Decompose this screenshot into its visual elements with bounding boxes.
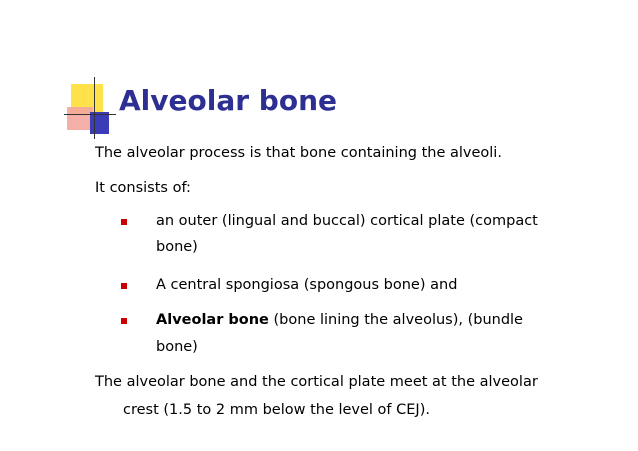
bullet-1-line-2: bone): [156, 239, 198, 255]
logo-vertical-line: [94, 77, 95, 139]
slide-title: Alveolar bone: [119, 84, 337, 117]
red-square-bullet-icon: [121, 283, 127, 289]
bullet-1-line-1: an outer (lingual and buccal) cortical plate (compact: [156, 213, 538, 229]
alveolar-bone-term: Alveolar bone: [156, 312, 269, 328]
consists-text: It consists of:: [95, 180, 191, 196]
bullet-3-line-1: [156, 311, 523, 329]
red-square-bullet-icon: [121, 219, 127, 225]
logo-blue-square: [90, 112, 109, 134]
closing-line-2: crest (1.5 to 2 mm below the level of CEJ).: [123, 402, 430, 418]
bullet-3-line-2: bone): [156, 339, 198, 355]
intro-text: The alveolar process is that bone containing the alveoli.: [95, 145, 502, 161]
logo-horizontal-line: [64, 114, 116, 115]
bullet-2-line-1: A central spongiosa (spongous bone) and: [156, 277, 458, 293]
red-square-bullet-icon: [121, 318, 127, 324]
closing-line-1: The alveolar bone and the cortical plate meet at the alveolar: [95, 374, 538, 390]
overlapping-squares-logo-icon: [0, 0, 130, 150]
bullet-3-line-1-rest: (bone lining the alveolus), (bundle: [268, 312, 523, 328]
